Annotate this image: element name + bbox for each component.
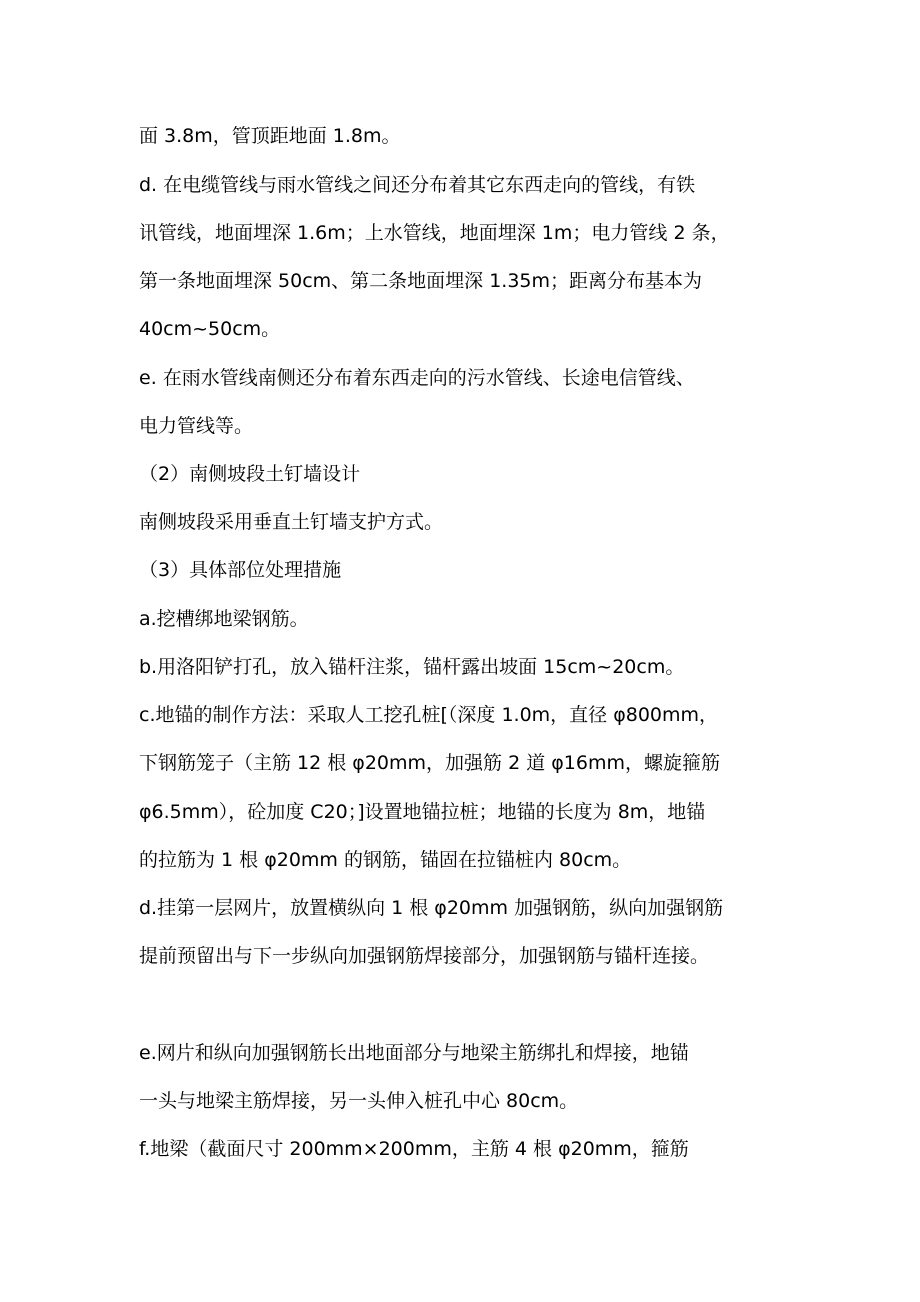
text-line: 讯管线，地面埋深 1.6m；上水管线，地面埋深 1m；电力管线 2 条， bbox=[139, 222, 730, 244]
text-line: c.地锚的制作方法：采取人工挖孔桩[（深度 1.0m，直径 φ800mm， bbox=[139, 704, 719, 726]
text-line: d.挂第一层网片，放置横纵向 1 根 φ20mm 加强钢筋，纵向加强钢筋 bbox=[139, 897, 724, 919]
text-line: 提前预留出与下一步纵向加强钢筋焊接部分，加强钢筋与锚杆连接。 bbox=[139, 945, 710, 967]
section-heading: （3）具体部位处理措施 bbox=[139, 559, 342, 581]
section-heading: （2）南侧坡段土钉墙设计 bbox=[139, 463, 361, 485]
text-line: b.用洛阳铲打孔，放入锚杆注浆，锚杆露出坡面 15cm~20cm。 bbox=[139, 656, 685, 678]
text-line: 一头与地梁主筋焊接，另一头伸入桩孔中心 80cm。 bbox=[139, 1090, 579, 1112]
text-line: 面 3.8m，管顶距地面 1.8m。 bbox=[139, 125, 401, 147]
text-line: 电力管线等。 bbox=[139, 415, 254, 437]
text-line: a.挖槽绑地梁钢筋。 bbox=[139, 608, 309, 630]
text-line: 第一条地面埋深 50cm、第二条地面埋深 1.35m；距离分布基本为 bbox=[139, 270, 703, 292]
text-line: e. 在雨水管线南侧还分布着东西走向的污水管线、长途电信管线、 bbox=[139, 367, 695, 389]
text-line: φ6.5mm），砼加度 C20；]设置地锚拉桩；地锚的长度为 8m，地锚 bbox=[139, 801, 706, 823]
text-line: d. 在电缆管线与雨水管线之间还分布着其它东西走向的管线，有铁 bbox=[139, 174, 696, 196]
text-line: 南侧坡段采用垂直土钉墙支护方式。 bbox=[139, 511, 444, 533]
text-line: f.地梁（截面尺寸 200mm×200mm，主筋 4 根 φ20mm，箍筋 bbox=[139, 1138, 689, 1160]
text-line: 40cm~50cm。 bbox=[139, 318, 281, 340]
text-line: 的拉筋为 1 根 φ20mm 的钢筋，锚固在拉锚桩内 80cm。 bbox=[139, 849, 632, 871]
text-line: 下钢筋笼子（主筋 12 根 φ20mm，加强筋 2 道 φ16mm，螺旋箍筋 bbox=[139, 752, 720, 774]
text-line: e.网片和纵向加强钢筋长出地面部分与地梁主筋绑扎和焊接，地锚 bbox=[139, 1042, 689, 1064]
